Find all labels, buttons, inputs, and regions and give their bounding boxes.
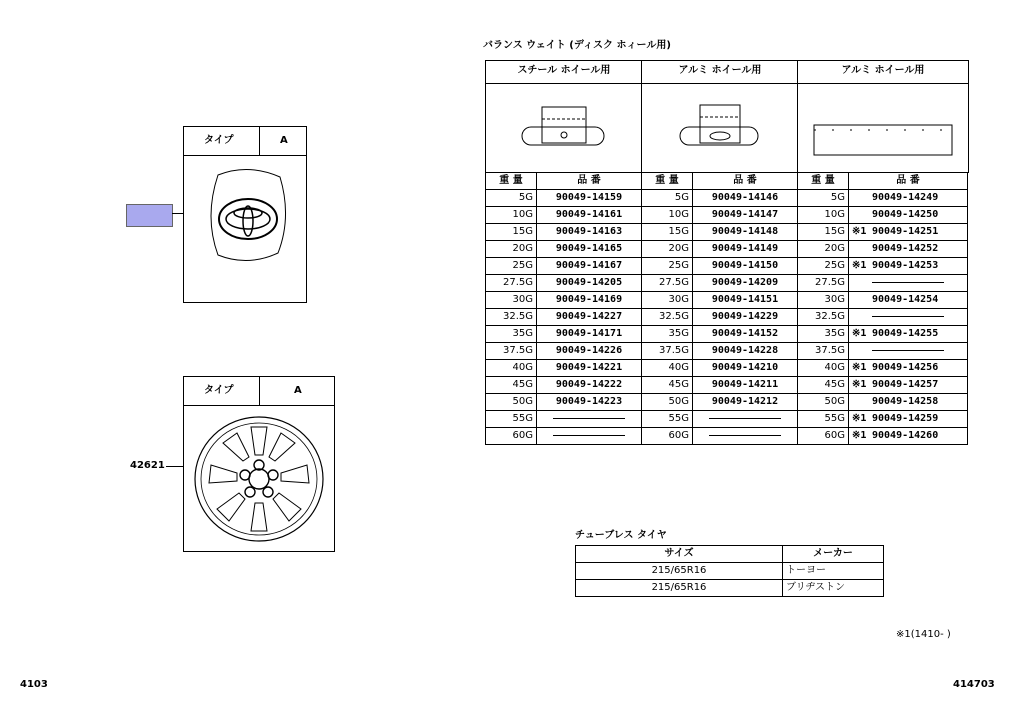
wheel-part-number[interactable]: 42621 (130, 460, 165, 471)
part-number[interactable]: 90049-14259 (872, 413, 939, 424)
part-number-cell[interactable]: 90049-14223 (537, 394, 642, 411)
weight-cell: 30G (798, 292, 849, 309)
part-col-header: 品 番 (537, 173, 642, 190)
part-number[interactable]: 90049-14253 (872, 260, 939, 271)
weight-cell: 10G (642, 207, 693, 224)
size-col-header: サイズ (576, 546, 783, 563)
wheel-type-label: タイプ (204, 385, 234, 396)
table-row (486, 275, 968, 292)
weight-cell: 27.5G (486, 275, 537, 292)
table-row (486, 360, 968, 377)
part-number-cell[interactable] (849, 394, 968, 411)
weight-cell: 35G (642, 326, 693, 343)
wheel-type-value: A (294, 385, 302, 396)
weight-cell: 10G (486, 207, 537, 224)
weight-cell: 32.5G (642, 309, 693, 326)
weight-cell: 15G (486, 224, 537, 241)
weight-cell: 50G (798, 394, 849, 411)
part-number-cell[interactable]: 90049-14226 (537, 343, 642, 360)
part-number[interactable]: 90049-14255 (872, 328, 939, 339)
page-code-right: 414703 (953, 679, 995, 690)
weight-cell: 55G (642, 411, 693, 428)
wheel-type-header (184, 377, 334, 406)
weight-cell: 20G (642, 241, 693, 258)
weight-cell: 30G (642, 292, 693, 309)
table-row (486, 258, 968, 275)
no-part-dash (553, 418, 625, 419)
part-number-cell[interactable] (849, 326, 968, 343)
hubcap-drawing (208, 167, 288, 265)
part-number[interactable]: 90049-14250 (872, 209, 939, 220)
no-part-dash (709, 418, 781, 419)
no-part-dash (872, 316, 944, 317)
hubcap-type-label: タイプ (204, 135, 234, 146)
steel-weight-header: スチール ホイール用 (486, 65, 642, 84)
part-number-cell[interactable] (849, 377, 968, 394)
table-row (486, 377, 968, 394)
part-number-cell[interactable]: 90049-14152 (693, 326, 798, 343)
part-col-header: 品 番 (693, 173, 798, 190)
adhesive-weight-icon (812, 121, 956, 161)
weight-cell: 15G (642, 224, 693, 241)
part-number-cell[interactable] (849, 190, 968, 207)
table-row (486, 309, 968, 326)
weight-cell: 5G (642, 190, 693, 207)
part-number-cell[interactable]: 90049-14151 (693, 292, 798, 309)
weight-cell: 50G (642, 394, 693, 411)
part-number-cell[interactable]: 90049-14211 (693, 377, 798, 394)
weight-cell: 45G (642, 377, 693, 394)
steel-weight-cell (485, 60, 643, 173)
part-number-cell[interactable]: 90049-14148 (693, 224, 798, 241)
table-row (486, 428, 968, 445)
table-row (576, 580, 884, 597)
tire-header-row (576, 546, 884, 563)
weight-cell: 32.5G (486, 309, 537, 326)
tire-maker-cell: トーヨー (783, 563, 884, 580)
no-part-dash (553, 435, 625, 436)
part-number-cell[interactable]: 90049-14169 (537, 292, 642, 309)
part-number-cell[interactable] (849, 292, 968, 309)
alu-weight-header-1: アルミ ホイール用 (642, 65, 798, 84)
part-number-cell[interactable]: 90049-14222 (537, 377, 642, 394)
table-row (486, 207, 968, 224)
footnote: ※1(1410- ) (896, 629, 951, 640)
part-number-cell[interactable] (849, 224, 968, 241)
table-row (486, 326, 968, 343)
part-number[interactable]: 90049-14252 (872, 243, 939, 254)
table-row (486, 394, 968, 411)
table-row (486, 292, 968, 309)
weight-cell: 35G (486, 326, 537, 343)
tire-table (575, 545, 884, 597)
wheel-box (183, 376, 335, 552)
part-number-cell[interactable] (849, 258, 968, 275)
part-number-cell[interactable] (849, 360, 968, 377)
weight-cell: 45G (486, 377, 537, 394)
weight-col-header: 重 量 (642, 173, 693, 190)
part-number-cell[interactable]: 90049-14146 (693, 190, 798, 207)
weight-cell: 30G (486, 292, 537, 309)
part-number-cell[interactable]: 90049-14147 (693, 207, 798, 224)
note-mark: ※1 (852, 430, 867, 441)
note-mark: ※1 (852, 328, 867, 339)
page-code-left: 4103 (20, 679, 48, 690)
part-number-cell[interactable] (537, 428, 642, 445)
part-number[interactable]: 90049-14258 (872, 396, 939, 407)
hubcap-type-value: A (280, 135, 288, 146)
no-part-dash (709, 435, 781, 436)
table-row (486, 411, 968, 428)
part-number-cell[interactable] (849, 309, 968, 326)
weight-cell: 27.5G (642, 275, 693, 292)
part-number-cell[interactable]: 90049-14221 (537, 360, 642, 377)
weight-cell: 25G (642, 258, 693, 275)
alu-clip-weight-icon (674, 103, 764, 151)
weight-cell: 27.5G (798, 275, 849, 292)
part-number-cell[interactable]: 90049-14228 (693, 343, 798, 360)
part-number-cell[interactable]: 90049-14159 (537, 190, 642, 207)
part-number-cell[interactable] (537, 411, 642, 428)
weight-cell: 55G (486, 411, 537, 428)
note-mark: ※1 (852, 362, 867, 373)
weight-cell: 15G (798, 224, 849, 241)
hubcap-leader-line (172, 213, 183, 214)
part-number-cell[interactable] (849, 343, 968, 360)
balance-weight-table (485, 172, 968, 445)
part-number[interactable]: 90049-14251 (872, 226, 939, 237)
balance-weight-title: バランス ウェイト (ディスク ホィール用) (483, 40, 671, 51)
note-mark: ※1 (852, 260, 867, 271)
table-row (486, 241, 968, 258)
table-row (486, 190, 968, 207)
part-number-cell[interactable] (849, 241, 968, 258)
part-number[interactable]: 90049-14256 (872, 362, 939, 373)
weight-cell: 25G (486, 258, 537, 275)
part-number[interactable]: 90049-14260 (872, 430, 939, 441)
part-col-header: 品 番 (849, 173, 968, 190)
alu-weight-cell-1 (641, 60, 799, 173)
part-number-cell[interactable]: 90049-14229 (693, 309, 798, 326)
weight-cell: 25G (798, 258, 849, 275)
part-number[interactable]: 90049-14257 (872, 379, 939, 390)
part-number-cell[interactable] (693, 428, 798, 445)
weight-cell: 60G (486, 428, 537, 445)
steel-clip-weight-icon (518, 105, 608, 151)
alu-weight-cell-2 (797, 60, 969, 173)
weight-cell: 37.5G (486, 343, 537, 360)
part-number-cell[interactable]: 90049-14163 (537, 224, 642, 241)
weight-cell: 5G (798, 190, 849, 207)
part-number[interactable]: 90049-14254 (872, 294, 939, 305)
weight-cell: 55G (798, 411, 849, 428)
weight-cell: 10G (798, 207, 849, 224)
part-number-cell[interactable] (849, 428, 968, 445)
no-part-dash (872, 282, 944, 283)
weight-cell: 40G (798, 360, 849, 377)
alu-weight-header-2: アルミ ホイール用 (798, 65, 968, 84)
wheel-leader-line (166, 466, 183, 467)
part-number-cell[interactable] (849, 275, 968, 292)
weight-col-header: 重 量 (798, 173, 849, 190)
balance-weight-images (485, 60, 968, 172)
weight-cell: 45G (798, 377, 849, 394)
part-number-cell[interactable]: 90049-14150 (693, 258, 798, 275)
weight-cell: 40G (486, 360, 537, 377)
weight-cell: 60G (798, 428, 849, 445)
part-number-cell[interactable]: 90049-14209 (693, 275, 798, 292)
part-number-cell[interactable]: 90049-14212 (693, 394, 798, 411)
weight-cell: 5G (486, 190, 537, 207)
tire-size-cell: 215/65R16 (576, 563, 783, 580)
hubcap-callout-highlight[interactable] (126, 204, 173, 227)
part-number-cell[interactable]: 90049-14210 (693, 360, 798, 377)
wheel-drawing (191, 413, 327, 545)
table-row (486, 224, 968, 241)
maker-col-header: メーカー (783, 546, 884, 563)
weight-cell: 20G (798, 241, 849, 258)
tire-size-cell: 215/65R16 (576, 580, 783, 597)
weight-col-header: 重 量 (486, 173, 537, 190)
weight-cell: 20G (486, 241, 537, 258)
weight-cell: 60G (642, 428, 693, 445)
note-mark: ※1 (852, 226, 867, 237)
part-number[interactable]: 90049-14249 (872, 192, 939, 203)
part-number-cell[interactable]: 90049-14227 (537, 309, 642, 326)
balance-weight-header-row (486, 173, 968, 190)
part-number-cell[interactable] (849, 411, 968, 428)
table-row (486, 343, 968, 360)
part-number-cell[interactable]: 90049-14165 (537, 241, 642, 258)
tire-maker-cell: ブリヂストン (783, 580, 884, 597)
weight-cell: 50G (486, 394, 537, 411)
part-number-cell[interactable]: 90049-14167 (537, 258, 642, 275)
weight-cell: 35G (798, 326, 849, 343)
weight-cell: 37.5G (642, 343, 693, 360)
tire-title: チューブレス タイヤ (575, 530, 667, 541)
hubcap-box (183, 126, 307, 303)
table-row (576, 563, 884, 580)
part-number-cell[interactable]: 90049-14205 (537, 275, 642, 292)
note-mark: ※1 (852, 413, 867, 424)
hubcap-type-header (184, 127, 306, 156)
no-part-dash (872, 350, 944, 351)
part-number-cell[interactable]: 90049-14171 (537, 326, 642, 343)
part-number-cell[interactable]: 90049-14161 (537, 207, 642, 224)
weight-cell: 40G (642, 360, 693, 377)
part-number-cell[interactable]: 90049-14149 (693, 241, 798, 258)
weight-cell: 37.5G (798, 343, 849, 360)
part-number-cell[interactable] (849, 207, 968, 224)
note-mark: ※1 (852, 379, 867, 390)
part-number-cell[interactable] (693, 411, 798, 428)
weight-cell: 32.5G (798, 309, 849, 326)
